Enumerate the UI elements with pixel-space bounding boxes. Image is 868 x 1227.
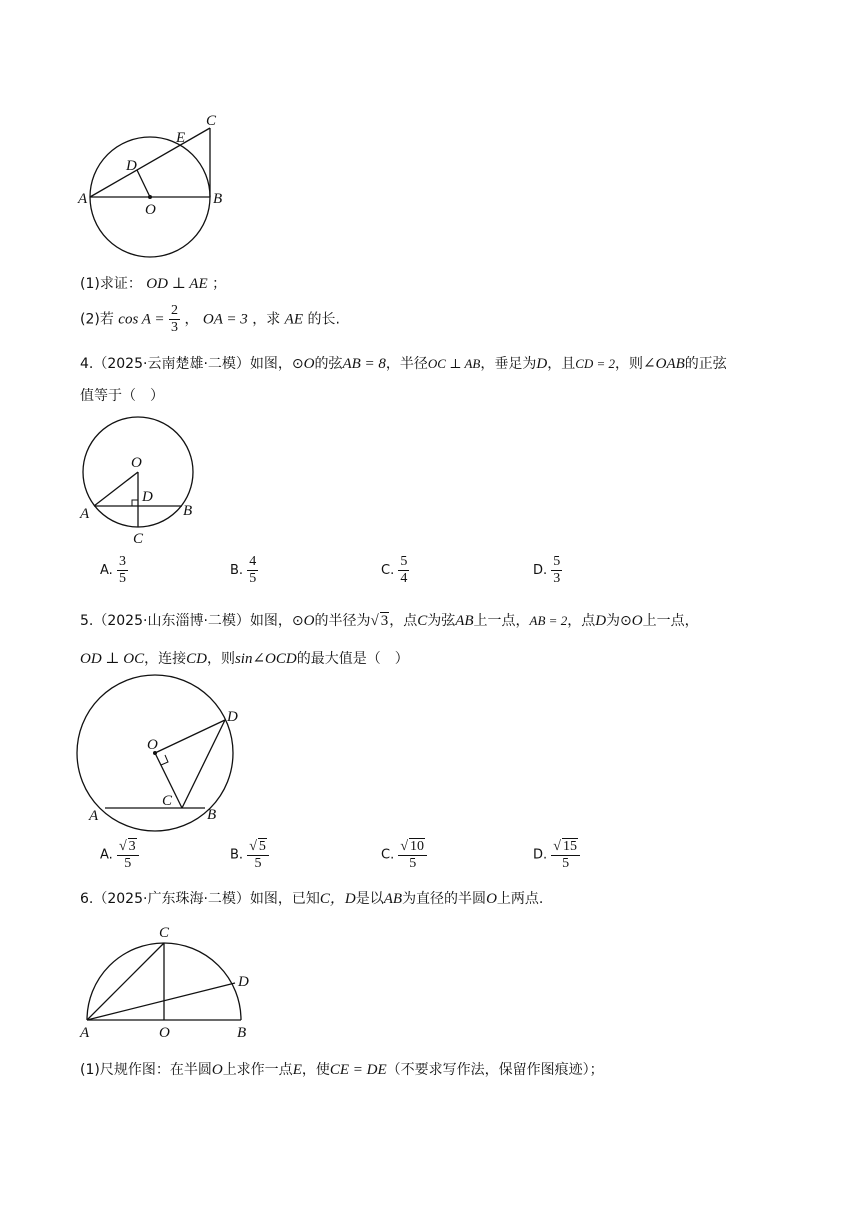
label-a: A — [80, 1025, 90, 1041]
q4-option-c-den: 4 — [400, 571, 408, 586]
q5-option-c-fraction: $\frac{√ 10}{5}$ — [398, 838, 427, 872]
q5-text-c: ，点 — [389, 613, 418, 629]
q6-text-d: 上两点. — [496, 891, 544, 907]
figure-q5 — [75, 673, 260, 833]
q5-text-g: 为⊙ — [606, 613, 632, 629]
segment-ac — [87, 943, 164, 1020]
q5-option-d[interactable] — [533, 838, 580, 872]
q4-option-b[interactable] — [230, 554, 258, 587]
label-b: B — [207, 807, 217, 823]
q6-part1-b: 上求作一点 — [222, 1062, 293, 1078]
segment-od — [137, 170, 150, 197]
q4-option-d[interactable] — [533, 554, 562, 587]
q4-source: （2025·云南楚雄·二模） — [93, 356, 250, 372]
q4-option-d-fraction — [551, 554, 562, 587]
label-e: E — [176, 130, 186, 146]
label-c: C — [133, 531, 144, 547]
q5-text-d: 为弦 — [427, 613, 456, 629]
q6-text-b: 是以 — [355, 891, 384, 907]
label-c: C — [162, 793, 173, 809]
q3-part1-math: OD ⊥ AE — [146, 276, 208, 292]
label-c: C — [159, 925, 170, 941]
label-o: O — [131, 455, 142, 471]
q5-d: D — [595, 613, 607, 629]
label-d: D — [142, 489, 153, 505]
label-o: O — [145, 202, 156, 218]
q4-ab: AB = 8 — [342, 356, 386, 372]
q5-option-a-label: A. — [100, 847, 113, 863]
q6-text-a: 如图，已知 — [249, 891, 320, 907]
q5-option-c-den: 5 — [409, 856, 417, 871]
center-dot — [148, 195, 152, 199]
q3-part2-oa: OA = 3 — [202, 311, 248, 328]
q5-option-b-fraction: $\frac{√ 5}{5}$ — [247, 838, 269, 872]
q5-sin: sin∠OCD — [234, 651, 297, 667]
q6-part1-math: CE = DE — [329, 1062, 387, 1078]
segment-cd — [182, 720, 225, 808]
q5-option-a-rad: 3 — [128, 839, 136, 854]
q5-ab-eq: AB = 2 — [529, 613, 568, 628]
label-b: B — [237, 1025, 247, 1041]
right-angle-mark — [161, 755, 168, 765]
q4-option-c-label: C. — [381, 563, 395, 578]
q4-text-a: 如图，⊙ — [249, 356, 304, 372]
q3-part2 — [80, 303, 340, 336]
q5-option-a-fraction: $\frac{√ 3}{5}$ — [117, 838, 139, 872]
q5-line1 — [80, 610, 699, 630]
q6-line1 — [80, 887, 543, 908]
q4-text-d: ，垂足为 — [480, 356, 537, 372]
segment-oa — [94, 472, 138, 506]
q5-option-c[interactable] — [381, 838, 427, 872]
q5-line2-math: OD ⊥ OC — [80, 651, 145, 667]
q5-option-d-fraction: $\frac{√ 15}{5}$ — [551, 838, 580, 872]
label-a: A — [78, 191, 88, 207]
q6-cd-points: C，D — [319, 891, 356, 907]
q4-text-f: ，则 — [615, 356, 644, 372]
q5-option-c-rad: 10 — [410, 839, 425, 854]
q3-fraction-den: 3 — [171, 320, 178, 335]
q6-ab: AB — [383, 891, 403, 907]
figure-q6 — [75, 918, 265, 1043]
label-o: O — [147, 737, 158, 753]
q5-text-f: ，点 — [567, 613, 596, 629]
q5-number: 5. — [80, 613, 94, 629]
q6-part1-a: (1)尺规作图：在半圆 — [80, 1062, 212, 1078]
q4-line2-text: 值等于（ ） — [80, 388, 164, 404]
q5-text-e: 上一点， — [473, 613, 530, 629]
q4-option-a-num: 3 — [118, 554, 126, 569]
q6-text-c: 为直径的半圆 — [402, 891, 487, 907]
q4-angle: ∠OAB — [643, 356, 685, 372]
q4-option-d-den: 3 — [553, 571, 561, 586]
q3-part1-suffix: ； — [212, 276, 227, 292]
q4-option-c[interactable] — [381, 554, 409, 587]
q5-line2-c: 的最大值是（ ） — [296, 651, 409, 667]
q6-part1-o: O — [211, 1062, 223, 1078]
q4-text-e: ，且 — [547, 356, 576, 372]
q5-radius-value: 3 — [380, 613, 389, 629]
segment-od — [155, 720, 225, 753]
q3-part2-prefix: (2)若 — [80, 311, 114, 328]
q4-option-b-label: B. — [230, 563, 244, 578]
q5-option-a[interactable] — [100, 838, 139, 872]
q3-part2-end: 的长. — [307, 311, 340, 328]
q4-option-c-num: 5 — [400, 554, 408, 569]
q4-line2 — [80, 385, 164, 405]
q4-option-b-fraction — [247, 554, 258, 587]
q4-line1 — [80, 353, 727, 373]
q5-o: O — [303, 613, 315, 629]
q5-option-d-label: D. — [533, 847, 548, 863]
q5-c: C — [417, 613, 428, 629]
q5-line2-a: ，连接 — [144, 651, 187, 667]
label-b: B — [183, 503, 193, 519]
q5-line2-b: ，则 — [206, 651, 235, 667]
q3-part2-cos: cos A = — [118, 311, 165, 328]
figure-q4 — [70, 412, 220, 552]
q5-option-c-label: C. — [381, 847, 395, 863]
q3-fraction-num: 2 — [171, 303, 178, 318]
q5-line2 — [80, 648, 409, 668]
q5-option-d-den: 5 — [562, 856, 570, 871]
q6-source: （2025·广东珠海·二模） — [93, 891, 250, 907]
q4-o: O — [303, 356, 315, 372]
q5-cd: CD — [186, 651, 207, 667]
q4-option-b-num: 4 — [249, 554, 257, 569]
q6-part1 — [80, 1059, 604, 1079]
label-d: D — [126, 158, 137, 174]
q4-option-a-fraction — [117, 554, 128, 587]
segment-ac — [90, 128, 210, 197]
q4-text-b: 的弦 — [314, 356, 343, 372]
label-b: B — [213, 191, 223, 207]
label-c: C — [206, 113, 217, 129]
label-d: D — [227, 709, 238, 725]
q4-oc-ab: OC ⊥ AB — [427, 356, 481, 371]
q3-part2-after: ，求 — [252, 311, 281, 328]
q4-option-a[interactable] — [100, 554, 128, 587]
q4-number: 4. — [80, 356, 94, 372]
q5-option-b[interactable] — [230, 838, 269, 872]
segment-ad — [87, 983, 235, 1020]
right-angle-mark — [132, 500, 138, 506]
q3-fraction — [169, 303, 180, 336]
q4-option-c-fraction — [398, 554, 409, 587]
q5-text-b: 的半径为 — [314, 613, 371, 629]
label-a: A — [89, 808, 99, 824]
q6-part1-d: （不要求写作法，保留作图痕迹）； — [386, 1062, 604, 1078]
label-o: O — [159, 1025, 170, 1041]
q5-o2: O — [631, 613, 643, 629]
q5-option-d-rad: 15 — [562, 839, 577, 854]
q4-option-a-den: 5 — [118, 571, 126, 586]
q4-option-a-label: A. — [100, 563, 113, 578]
q3-part2-mid: ， — [184, 311, 199, 328]
q4-option-d-num: 5 — [553, 554, 561, 569]
q6-part1-c: ，使 — [301, 1062, 330, 1078]
q5-option-b-label: B. — [230, 847, 244, 863]
q3-part1-prefix: (1)求证： — [80, 276, 142, 292]
q4-text-g: 的正弦 — [684, 356, 727, 372]
q4-d: D — [536, 356, 548, 372]
q5-option-a-den: 5 — [124, 856, 132, 871]
q5-option-b-den: 5 — [254, 856, 262, 871]
q5-option-b-rad: 5 — [258, 839, 266, 854]
q6-part1-e: E — [292, 1062, 302, 1078]
q4-cd: CD = 2 — [575, 356, 616, 371]
q5-radius: √ 3 — [370, 613, 389, 629]
q5-source: （2025·山东淄博·二模） — [93, 613, 250, 629]
q5-text-a: 如图，⊙ — [249, 613, 304, 629]
q4-option-d-label: D. — [533, 563, 548, 578]
q5-ab: AB — [455, 613, 474, 629]
label-d: D — [238, 974, 249, 990]
q4-text-c: ，半径 — [385, 356, 428, 372]
q5-text-h: 上一点， — [642, 613, 699, 629]
q3-part1 — [80, 273, 226, 293]
q6-number: 6. — [80, 891, 94, 907]
figure-q3 — [70, 108, 240, 268]
q4-option-b-den: 5 — [249, 571, 257, 586]
label-a: A — [80, 506, 90, 522]
q6-o: O — [486, 891, 497, 907]
q3-part2-ae: AE — [284, 311, 303, 328]
